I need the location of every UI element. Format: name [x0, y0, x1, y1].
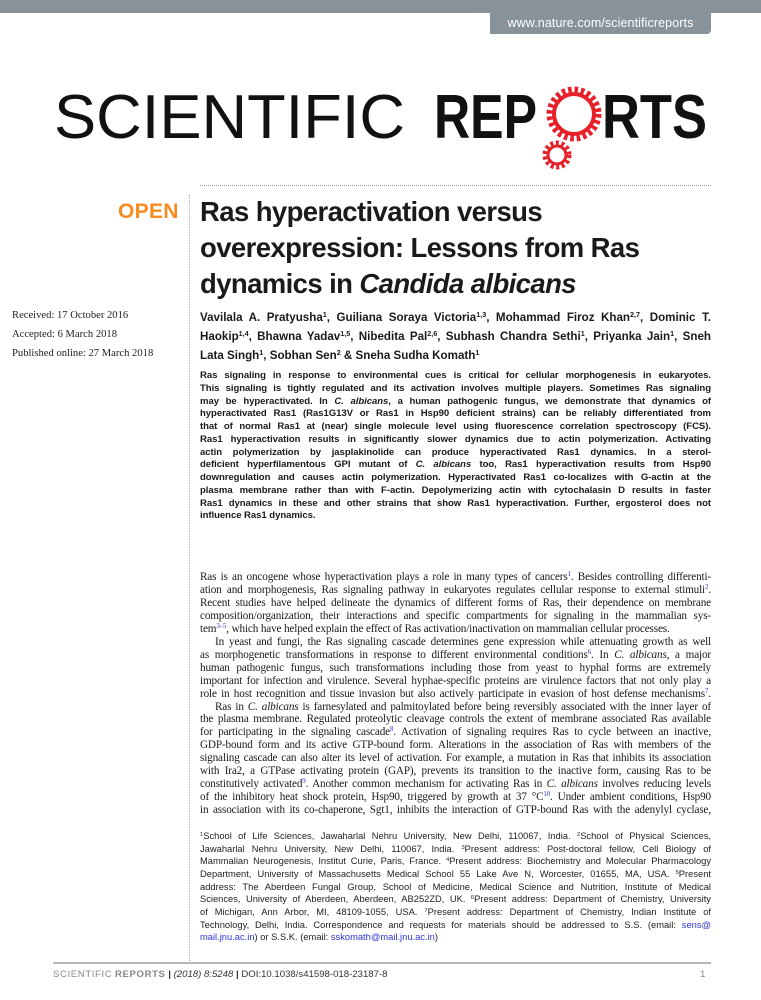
page-footer: [53, 969, 388, 980]
body-line: [200, 636, 711, 649]
affiliation-marker: 1: [322, 310, 327, 320]
article-dates: [12, 306, 153, 363]
abstract: [200, 370, 711, 523]
affiliation-marker: 7: [424, 907, 428, 914]
abstract-line: [200, 459, 711, 472]
article-title: [200, 194, 740, 302]
text: Present address: Biochemistry and Molecular Pharmacology: [449, 856, 712, 867]
abstract-line: [200, 396, 711, 409]
body-line: [200, 649, 711, 662]
footnotes-line: [200, 919, 711, 932]
received-date: Received: 17 October 2016: [12, 310, 129, 321]
citation-link[interactable]: 3–5: [216, 622, 227, 630]
affiliation-marker: 1: [580, 329, 585, 339]
abstract-line: [200, 383, 711, 396]
text: . Under ambient conditions, Hsp90: [550, 791, 712, 804]
text: , Sobhan Sen: [263, 349, 337, 362]
citation-link[interactable]: 9: [302, 777, 306, 786]
affiliation-marker: 3: [461, 844, 465, 851]
footnotes-line: [200, 906, 711, 919]
body-line: [200, 765, 711, 778]
text: actin polymerization by jasplakinolide can produce hyperactivated Ras1 dynamics. In a sterol-: [200, 446, 711, 458]
body-line: [200, 597, 711, 610]
body-line: [200, 791, 711, 804]
text: ation and morphogenesis, Ras signaling pathway in eukaryotes regulates cellular response to external stimuli: [200, 583, 706, 596]
divider: [200, 185, 711, 186]
text: that of normal Ras1 at (near) single molecule level using fluorescence correlation spectroscopy (FCS).: [200, 421, 711, 432]
authors-line: [200, 346, 711, 365]
affiliation-marker: 4: [445, 857, 450, 864]
italic-text: C. albicans: [614, 648, 667, 661]
footer-journal-bold: REPORTS: [114, 969, 166, 980]
italic-text: C. albicans: [415, 459, 472, 471]
text: Ras signaling in response to environmental cues is critical for cellular morphogenesis in eukaryotes.: [200, 370, 711, 381]
text: in association with its co-chaperone, Sgt1, inhibits the interaction of GTP-bound Ras with the adenylyl cyclase,: [200, 804, 711, 817]
abstract-line: [200, 370, 711, 383]
title-line: [200, 266, 740, 302]
affiliation-marker: 2,6: [427, 329, 438, 339]
text: Vavilala A. Pratyusha: [200, 311, 323, 324]
text: downregulation and causes actin polymerization. Hyperactivated Ras1 co-localizes with G-actin at the: [200, 472, 711, 483]
footer-separator: |: [165, 969, 174, 980]
body-line: [200, 804, 711, 817]
text: of Michigan, Ann Arbor, MI, 48109-1055, USA.: [200, 906, 425, 917]
text: School of Physical Sciences,: [580, 831, 712, 841]
footer-doi[interactable]: DOI:10.1038/s41598-018-23187-8: [241, 969, 388, 980]
text: This signaling is tightly regulated and its activation involves multiple players. Sometimes Ras signaling: [200, 382, 711, 394]
authors-line: [200, 327, 711, 346]
email-link[interactable]: sskomath@mail.jnu.ac.in: [330, 932, 435, 943]
body-line: [200, 726, 711, 739]
italic-text: C. albicans: [546, 778, 598, 791]
text: plasma membrane rather than with F-actin. Depolymerizing actin with cytochalasin D results in faster: [200, 484, 711, 496]
body-text: [200, 571, 711, 817]
text: Present address: Department of Chemistry, Indian Institute of: [427, 906, 711, 917]
affiliation-marker: 2: [336, 348, 341, 358]
footer-journal-light: SCIENTIFIC: [53, 969, 113, 980]
text: hyperactivated Ras1 (Ras1G13V or Ras1 in Hsp90 deficient strains) can be reliably differentiated from: [200, 408, 711, 420]
title-line: overexpression: Lessons from Ras: [200, 232, 640, 263]
text: involves reducing levels: [597, 778, 711, 791]
body-line: [200, 662, 711, 675]
body-line: [200, 688, 711, 701]
text: Recent studies have helped delineate the dynamics of different forms of Ras, their dependence on membrane: [200, 596, 711, 609]
text: , Guiliana Soraya Victoria: [326, 311, 477, 324]
abstract-line: [200, 510, 711, 523]
citation-link[interactable]: 10: [543, 790, 551, 799]
citation-link[interactable]: 1: [567, 570, 571, 579]
italic-text: C. albicans: [334, 395, 389, 407]
logo-rts: RTS: [602, 83, 707, 152]
body-line: [200, 610, 711, 623]
text: human pathogenic fungus, such transformations including those from yeast to hyphal forms are extremely: [200, 661, 711, 674]
text: & Sneha Sudha Komath: [340, 349, 476, 362]
body-line: [200, 701, 711, 714]
text: Present address: Department of Chemistry, University: [474, 894, 711, 905]
title-text: dynamics in: [200, 268, 360, 299]
text: In yeast and fungi, the Ras signaling cascade determines gene expression while attenuating growth as well: [215, 635, 711, 648]
citation-link[interactable]: 7: [705, 686, 709, 695]
body-line: [200, 571, 711, 584]
email-link[interactable]: sens@: [681, 919, 711, 930]
gear-icon: [545, 90, 598, 167]
affiliation-marker: 1: [670, 329, 675, 339]
citation-link[interactable]: 6: [587, 647, 592, 656]
abstract-line: [200, 485, 711, 498]
text: . In: [591, 648, 615, 661]
text: tem: [200, 622, 217, 635]
footnotes-line: [200, 931, 711, 944]
body-line: [200, 584, 711, 597]
text: Department, University of Massachusetts Medical School 55 Lake Ave N, Worcester, 01655, MA, USA.: [200, 868, 676, 879]
text: . Another common mechanism for activating Ras in: [305, 778, 547, 791]
footnotes-line: [200, 881, 711, 894]
footer-separator: |: [233, 969, 242, 980]
text: , Mohammad Firoz Khan: [486, 311, 631, 324]
logo-scientific: SCIENTIFIC: [54, 83, 405, 152]
text: Ras is an oncogene whose hyperactivation plays a role in many types of cancers: [200, 571, 568, 583]
text: , Subhash Chandra Sethi: [437, 330, 581, 343]
text: important for infection and virulence. Several hyphae-specific proteins are virulence factors that not only play a: [200, 674, 711, 687]
text: Present address: Post-doctoral fellow, Cell Biology of: [464, 843, 711, 854]
text: influence Ras1 dynamics.: [200, 510, 316, 522]
text: , a human pathogenic fungus, we demonstrate that dynamics of: [388, 395, 711, 407]
footnotes-line: [200, 855, 711, 868]
affiliation-marker: 2: [576, 831, 581, 838]
affiliations-footnote: [200, 830, 711, 944]
footnotes-line: [200, 830, 711, 843]
body-line: [200, 778, 711, 791]
text: GDP-bound form and its active GTP-bound form. Alterations in the association of Ras with members of the: [200, 739, 711, 752]
footnotes-line: [200, 893, 711, 906]
text: ): [434, 932, 438, 943]
text: Ras1 hyperactivation results in significantly slower dynamics due to actin polymerization. Activating: [200, 433, 711, 445]
text: as morphogenetic transformations in response to different environmental conditions: [200, 648, 588, 661]
body-line: [200, 713, 711, 726]
abstract-line: [200, 472, 711, 485]
title-line: Ras hyperactivation versus: [200, 196, 543, 227]
text: signaling cascade can also alter its level of activation. For example, a mutation in Ras that inhibits its association: [200, 752, 711, 765]
text: the plasma membrane. Regulated proteolytic cleavage controls the extent of membrane associated Ras available: [200, 713, 711, 726]
citation-link[interactable]: 2: [705, 583, 709, 592]
affiliation-marker: 1: [200, 831, 204, 838]
text: Sciences, University of Aberdeen, Aberdeen, AB252ZD, UK.: [200, 894, 471, 905]
text: . Activation of signaling requires Ras to cycle between an inactive,: [393, 726, 711, 739]
text: . Besides controlling differenti-: [570, 571, 712, 583]
affiliation-marker: 1,3: [476, 310, 487, 320]
text: .: [708, 687, 711, 700]
italic-text: C. albicans: [247, 700, 299, 713]
affiliation-marker: 1: [259, 348, 264, 358]
logo-rep: REP: [434, 83, 537, 152]
published-date: Published online: 27 March 2018: [12, 348, 154, 359]
citation-link[interactable]: 8: [389, 725, 394, 734]
affiliation-marker: 6: [470, 895, 475, 902]
affiliation-marker: 1,4: [238, 329, 249, 339]
text: , a major: [666, 648, 711, 661]
title-species: Candida albicans: [359, 268, 576, 299]
text: constitutively activated: [200, 778, 303, 791]
text: , which have helped explain the effect of Ras activation/inactivation on mammalian cellular processes.: [226, 622, 670, 635]
text: address: The Aberdeen Fungal Group, School of Medicine, Medical Science and Nutrition, Institute of Medical: [200, 881, 711, 892]
text: .: [708, 583, 711, 596]
text: deficient hyperfilamentous GPI mutant of: [200, 459, 416, 471]
text: Jawaharlal Nehru University, New Delhi, 110067, India.: [200, 843, 462, 854]
footnotes-line: [200, 843, 711, 856]
text: Ras in: [215, 700, 248, 713]
text: , Dominic T.: [640, 311, 711, 324]
text: Technology, Delhi, India. Correspondence and requests for materials should be addressed to S.S. (email:: [200, 919, 682, 930]
footer-citation: (2018) 8:5248: [173, 969, 234, 980]
text: Mammalian Neurogenesis, Institut Curie, Paris, France.: [200, 856, 446, 867]
affiliation-marker: 1: [475, 348, 480, 358]
abstract-line: [200, 447, 711, 460]
abstract-line: [200, 498, 711, 511]
text: , Nibedita Pal: [350, 330, 428, 343]
text: too, Ras1 hyperactivation results from Hsp90: [471, 459, 711, 471]
footer-rule: [53, 962, 711, 964]
text: Ras1 dynamics in these and other strains that show Ras1 hyperactivation. Further, ergosterol does not: [200, 497, 711, 509]
email-link[interactable]: mail.jnu.ac.in: [200, 932, 255, 943]
column-divider: [189, 195, 190, 963]
text: Lata Singh: [200, 349, 260, 362]
text: , Bhawna Yadav: [248, 330, 341, 343]
journal-logo: [0, 0, 761, 178]
authors-line: [200, 308, 711, 327]
text: for participating in the signaling cascade: [200, 726, 390, 739]
body-line: [200, 752, 711, 765]
text: composition/organization, their interactions and specific compartments for signaling in the mammalian sys-: [200, 609, 711, 622]
text: Haokip: [200, 330, 239, 343]
text: of the inhibitory heat shock protein, Hsp90, triggered by growth at 37 °C: [200, 791, 544, 804]
journal-url-link[interactable]: www.nature.com/scientificreports: [490, 13, 711, 34]
abstract-line: [200, 421, 711, 434]
text: School of Life Sciences, Jawaharlal Nehru University, New Delhi, 110067, India.: [203, 831, 577, 841]
text: ) or S.S.K. (email:: [254, 932, 331, 943]
affiliation-marker: 1,5: [340, 329, 351, 339]
affiliation-marker: 5: [675, 869, 679, 876]
text: with Ira2, a GTPase activating protein (GAP), prevents its transition to the inactive form, causing Ras to be: [200, 765, 711, 778]
text: may be hyperactivated. In: [200, 395, 335, 407]
footnotes-line: [200, 868, 711, 881]
author-list: [200, 308, 711, 365]
text: , Sneh: [674, 330, 711, 343]
accepted-date: Accepted: 6 March 2018: [12, 329, 118, 340]
body-line: [200, 739, 711, 752]
text: is farnesylated and palmitoylated before being reversibly associated with the inner layer of: [298, 700, 711, 713]
page-number: 1: [700, 969, 706, 980]
abstract-line: [200, 408, 711, 421]
text: , Priyanka Jain: [584, 330, 671, 343]
affiliation-marker: 2,7: [630, 310, 641, 320]
body-line: [200, 675, 711, 688]
text: role in host recognition and tissue invasion but also actively participate in evasion of host defense mechanisms: [200, 687, 706, 700]
text: Present: [678, 868, 711, 879]
abstract-line: [200, 434, 711, 447]
open-access-label: OPEN: [118, 200, 179, 223]
body-line: [200, 623, 711, 636]
